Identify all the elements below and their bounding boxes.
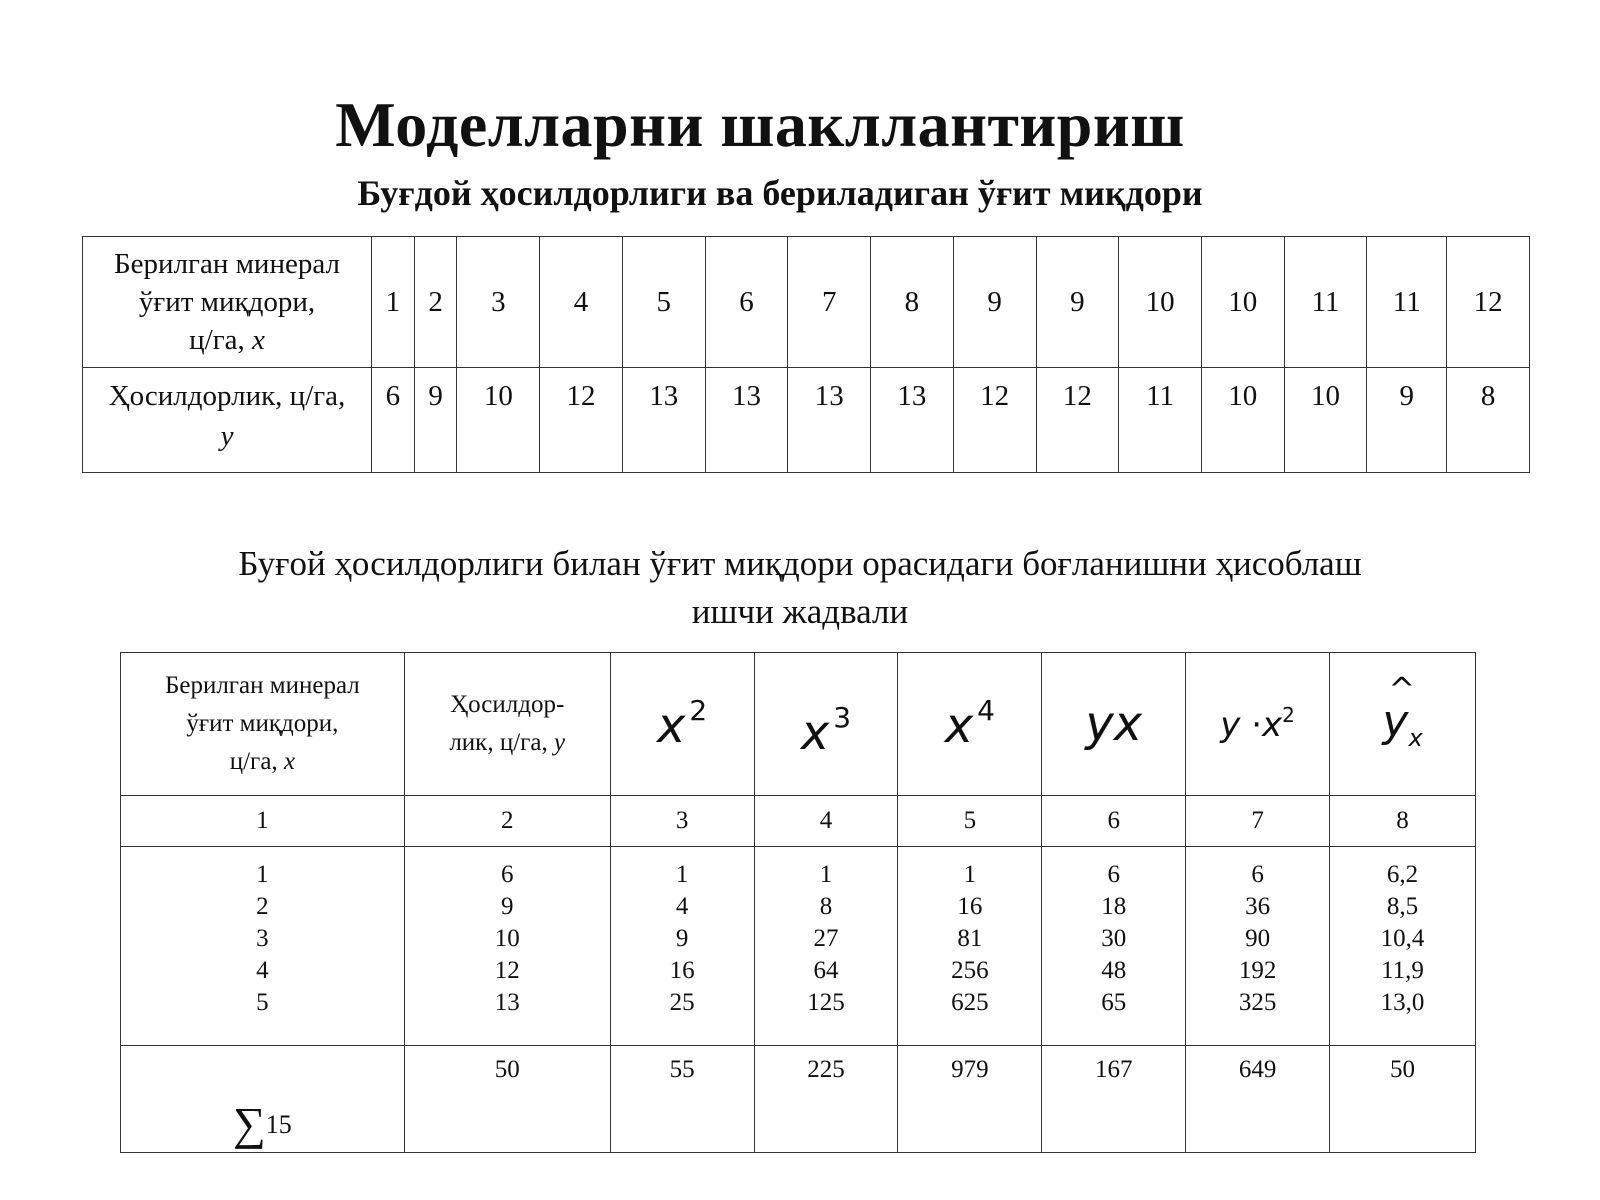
header-y-hat	[1330, 653, 1476, 796]
header-y-x-squared	[1186, 653, 1330, 796]
data-cell: 1	[819, 861, 833, 888]
math-x: x	[1262, 705, 1283, 745]
data-cell: 27	[813, 925, 839, 952]
sum-value: 15	[265, 1110, 292, 1139]
table-cell: 10	[1201, 237, 1284, 368]
caption-line: ишчи жадвали	[691, 592, 909, 631]
header-x-cubed	[754, 653, 898, 796]
data-cell: 9	[500, 893, 514, 920]
table-cell: 8	[871, 237, 954, 368]
row-header-line: ўғит миқдори,	[138, 286, 316, 318]
table-cell: 7	[788, 237, 871, 368]
table-cell: 10	[457, 368, 540, 473]
table-cell: 6	[705, 237, 788, 368]
math-base: x	[800, 705, 830, 761]
data-cell: 8	[819, 893, 833, 920]
table-cell: 8	[1447, 368, 1530, 473]
header-row	[121, 653, 1476, 796]
math-base: x	[656, 698, 686, 754]
hat-symbol: ^	[1388, 670, 1416, 708]
table-row-y	[83, 368, 1530, 473]
math-exponent: 2	[1282, 703, 1295, 727]
data-cell: 12	[494, 957, 520, 984]
header-yx	[1042, 653, 1186, 796]
data-cell: 1	[963, 861, 977, 888]
data-cell: 6	[1107, 861, 1120, 888]
table-cell: 10	[1201, 368, 1284, 473]
column-number: 7	[1186, 796, 1330, 847]
sum-value: 50	[404, 1046, 610, 1153]
var-y: y	[554, 729, 566, 756]
column-number: 5	[898, 796, 1042, 847]
math-dot: ·	[1251, 705, 1263, 745]
sum-row	[121, 1046, 1476, 1153]
data-cell: 625	[951, 989, 989, 1016]
data-cell: 1	[675, 861, 689, 888]
row-header-yield	[83, 368, 372, 473]
table-cell: 13	[871, 368, 954, 473]
data-column	[1186, 847, 1330, 1046]
sum-label	[121, 1046, 405, 1153]
data-column	[610, 847, 754, 1046]
var-x: x	[251, 324, 265, 356]
row-header-fertilizer	[83, 237, 372, 368]
data-cell: 10	[494, 925, 520, 952]
header-line	[405, 724, 610, 762]
math-exponent: 3	[833, 701, 852, 734]
caption-line: Буғой ҳосилдорлиги билан ўғит миқдори орасидаги боғланишни ҳисоблаш	[238, 544, 1362, 583]
row-header-text: ц/га,	[189, 324, 252, 356]
table-cell: 9	[414, 368, 457, 473]
sum-value: 225	[754, 1046, 898, 1153]
data-cell: 4	[675, 893, 689, 920]
header-line: ўғит миқдори,	[186, 710, 339, 737]
data-column	[1042, 847, 1186, 1046]
table-cell: 2	[414, 237, 457, 368]
sum-value: 55	[610, 1046, 754, 1153]
data-cell: 3	[256, 925, 269, 952]
column-number: 1	[121, 796, 405, 847]
data-cell: 192	[1238, 957, 1277, 984]
column-number: 6	[1042, 796, 1186, 847]
data-column	[898, 847, 1042, 1046]
data-cell: 16	[669, 957, 695, 984]
var-x: x	[283, 748, 296, 775]
table-cell: 12	[953, 368, 1036, 473]
data-cell: 11,9	[1381, 957, 1424, 984]
data-column	[121, 847, 405, 1046]
column-number: 4	[754, 796, 898, 847]
worksheet-table	[120, 652, 1476, 1153]
row-header-line: Ҳосилдорлик, ц/га,	[108, 380, 346, 412]
table-row-x	[83, 237, 1530, 368]
data-cell: 6,2	[1386, 861, 1419, 888]
sum-value: 979	[898, 1046, 1042, 1153]
table-cell: 11	[1367, 237, 1447, 368]
header-line	[121, 743, 404, 781]
data-column	[1330, 847, 1476, 1046]
table-cell: 5	[622, 237, 705, 368]
table-cell: 13	[622, 368, 705, 473]
table-cell: 12	[1447, 237, 1530, 368]
header-line: Ҳосилдор-	[450, 691, 565, 718]
data-cell: 125	[807, 989, 845, 1016]
sum-value: 649	[1186, 1046, 1330, 1153]
data-cell: 5	[256, 989, 269, 1016]
header-text: ц/га,	[229, 748, 284, 775]
data-column	[754, 847, 898, 1046]
column-number: 8	[1330, 796, 1476, 847]
math-subscript: x	[1408, 724, 1423, 752]
table-cell: 4	[540, 237, 623, 368]
header-text: лик, ц/га,	[449, 729, 554, 756]
data-cell: 6	[500, 861, 514, 888]
data-cell: 16	[957, 893, 983, 920]
page-subtitle: Буғдой ҳосилдорлиги ва бериладиган ўғит миқдори	[357, 173, 1203, 213]
data-cell: 65	[1101, 989, 1127, 1016]
table-cell: 13	[788, 368, 871, 473]
data-cell: 6	[1251, 861, 1264, 888]
column-number: 2	[404, 796, 610, 847]
data-cell: 2	[256, 893, 269, 920]
table-cell: 12	[1036, 368, 1119, 473]
table-cell: 3	[457, 237, 540, 368]
data-cell: 1	[256, 861, 269, 888]
header-line: Берилган минерал	[165, 672, 360, 699]
header-x-squared	[610, 653, 754, 796]
data-cell: 9	[675, 925, 689, 952]
sum-value: 167	[1042, 1046, 1186, 1153]
data-cell: 8,5	[1386, 893, 1419, 920]
data-column	[404, 847, 610, 1046]
math-base: y	[1382, 696, 1409, 747]
data-cell: 13	[494, 989, 520, 1016]
fertilizer-yield-table	[82, 236, 1530, 473]
page-title: Моделларни шакллантириш	[335, 89, 1185, 160]
table-cell: 11	[1119, 368, 1202, 473]
data-cell: 10,4	[1380, 925, 1425, 952]
math-base: x	[944, 698, 974, 754]
data-cell: 25	[669, 989, 695, 1016]
header-x-fourth	[898, 653, 1042, 796]
table-cell: 12	[540, 368, 623, 473]
data-cell: 325	[1238, 989, 1277, 1016]
data-cell: 90	[1245, 925, 1271, 952]
data-cell: 36	[1245, 893, 1271, 920]
data-cell: 4	[256, 957, 269, 984]
column-number-row	[121, 796, 1476, 847]
row-header-line: Берилган минерал	[114, 248, 340, 280]
table-cell: 1	[372, 237, 415, 368]
table-cell: 6	[372, 368, 415, 473]
sigma-icon: ∑	[232, 1098, 266, 1149]
math-exponent: 4	[977, 694, 995, 727]
math-text: yx	[1085, 696, 1143, 752]
var-y: y	[220, 420, 234, 452]
column-number: 3	[610, 796, 754, 847]
table-cell: 10	[1119, 237, 1202, 368]
header-fertilizer	[121, 653, 405, 796]
table-cell: 11	[1284, 237, 1367, 368]
data-cell: 18	[1101, 893, 1127, 920]
data-cell: 48	[1101, 957, 1127, 984]
data-cell: 256	[951, 957, 989, 984]
table-cell: 9	[953, 237, 1036, 368]
data-row	[121, 847, 1476, 1046]
table-cell: 10	[1284, 368, 1367, 473]
sum-value: 50	[1330, 1046, 1476, 1153]
data-cell: 30	[1101, 925, 1127, 952]
table-cell: 13	[705, 368, 788, 473]
table-cell: 9	[1036, 237, 1119, 368]
data-cell: 81	[957, 925, 983, 952]
math-exponent: 2	[689, 694, 708, 727]
data-cell: 64	[813, 957, 839, 984]
worksheet-caption	[0, 540, 1600, 636]
data-cell: 13,0	[1380, 989, 1425, 1016]
header-yield	[404, 653, 610, 796]
math-y: y	[1220, 705, 1241, 745]
table-cell: 9	[1367, 368, 1447, 473]
row-header-line	[83, 321, 371, 359]
